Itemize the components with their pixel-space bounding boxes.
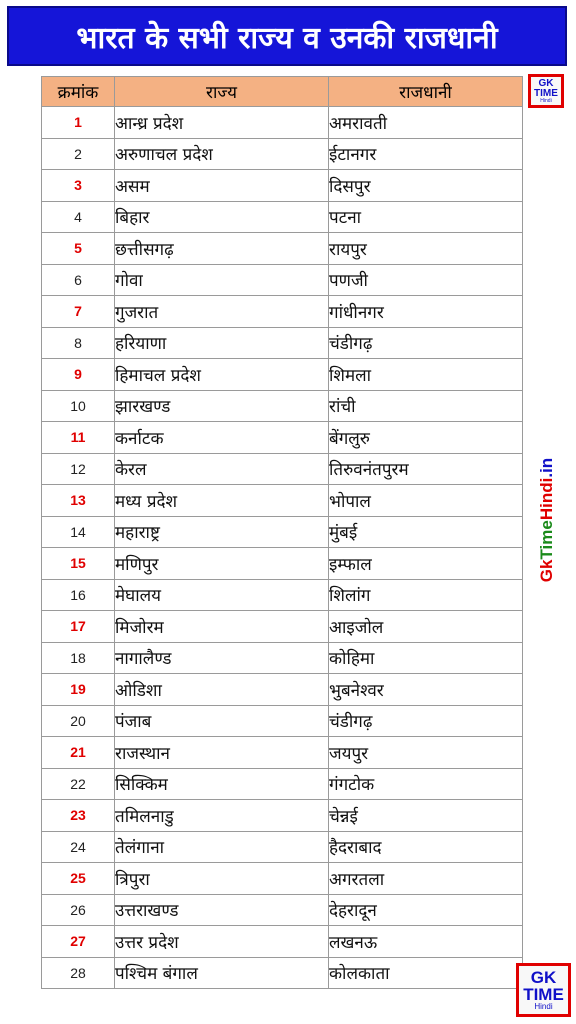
table-header-row xyxy=(42,77,523,107)
state-name-cell: सिक्किम xyxy=(115,768,329,800)
header-serial: क्रमांक xyxy=(42,77,115,107)
serial-number-cell: 17 xyxy=(42,611,115,643)
state-name-cell: हरियाणा xyxy=(115,327,329,359)
capital-name-cell: अमरावती xyxy=(329,107,523,139)
serial-number-cell: 15 xyxy=(42,548,115,580)
serial-number-cell: 16 xyxy=(42,579,115,611)
capital-name-cell: रायपुर xyxy=(329,233,523,265)
state-name-cell: पश्चिम बंगाल xyxy=(115,957,329,989)
table-row xyxy=(42,894,523,926)
capital-name-cell: रांची xyxy=(329,390,523,422)
table-row xyxy=(42,926,523,958)
logo-line-2: TIME xyxy=(523,985,564,1004)
watermark-time: Time xyxy=(537,520,556,560)
capital-name-cell: हैदराबाद xyxy=(329,831,523,863)
serial-number-cell: 10 xyxy=(42,390,115,422)
capital-name-cell: पणजी xyxy=(329,264,523,296)
state-name-cell: मणिपुर xyxy=(115,548,329,580)
capital-name-cell: चंडीगढ़ xyxy=(329,327,523,359)
table-row xyxy=(42,800,523,832)
header-state: राज्य xyxy=(115,77,329,107)
serial-number-cell: 21 xyxy=(42,737,115,769)
capital-name-cell: भोपाल xyxy=(329,485,523,517)
state-name-cell: असम xyxy=(115,170,329,202)
table-row xyxy=(42,359,523,391)
serial-number-cell: 20 xyxy=(42,705,115,737)
state-name-cell: गोवा xyxy=(115,264,329,296)
state-name-cell: छत्तीसगढ़ xyxy=(115,233,329,265)
state-name-cell: केरल xyxy=(115,453,329,485)
serial-number-cell: 14 xyxy=(42,516,115,548)
table-row xyxy=(42,611,523,643)
table-row xyxy=(42,548,523,580)
table-row xyxy=(42,138,523,170)
serial-number-cell: 18 xyxy=(42,642,115,674)
title-banner xyxy=(7,6,567,66)
table-row xyxy=(42,390,523,422)
capital-name-cell: अगरतला xyxy=(329,863,523,895)
state-name-cell: पंजाब xyxy=(115,705,329,737)
table-row xyxy=(42,957,523,989)
website-watermark xyxy=(537,458,557,582)
capital-name-cell: भुबनेश्वर xyxy=(329,674,523,706)
table-row xyxy=(42,705,523,737)
state-name-cell: त्रिपुरा xyxy=(115,863,329,895)
capital-name-cell: कोलकाता xyxy=(329,957,523,989)
capital-name-cell: पटना xyxy=(329,201,523,233)
capital-name-cell: आइजोल xyxy=(329,611,523,643)
state-name-cell: तेलंगाना xyxy=(115,831,329,863)
table-row xyxy=(42,737,523,769)
capital-name-cell: लखनऊ xyxy=(329,926,523,958)
serial-number-cell: 11 xyxy=(42,422,115,454)
gktime-logo-small xyxy=(528,74,564,108)
table-row xyxy=(42,296,523,328)
table-row xyxy=(42,453,523,485)
capital-name-cell: शिमला xyxy=(329,359,523,391)
capital-name-cell: इम्फाल xyxy=(329,548,523,580)
serial-number-cell: 23 xyxy=(42,800,115,832)
table-row xyxy=(42,642,523,674)
capital-name-cell: ईटानगर xyxy=(329,138,523,170)
header-capital: राजधानी xyxy=(329,77,523,107)
serial-number-cell: 5 xyxy=(42,233,115,265)
serial-number-cell: 13 xyxy=(42,485,115,517)
states-capitals-table xyxy=(41,76,523,989)
state-name-cell: उत्तर प्रदेश xyxy=(115,926,329,958)
serial-number-cell: 12 xyxy=(42,453,115,485)
state-name-cell: मिजोरम xyxy=(115,611,329,643)
capital-name-cell: गांधीनगर xyxy=(329,296,523,328)
table-row xyxy=(42,579,523,611)
table-row xyxy=(42,516,523,548)
state-name-cell: आन्ध्र प्रदेश xyxy=(115,107,329,139)
page-title: भारत के सभी राज्य व उनकी राजधानी xyxy=(76,20,498,56)
state-name-cell: तमिलनाडु xyxy=(115,800,329,832)
capital-name-cell: दिसपुर xyxy=(329,170,523,202)
state-name-cell: उत्तराखण्ड xyxy=(115,894,329,926)
state-name-cell: महाराष्ट्र xyxy=(115,516,329,548)
state-name-cell: नागालैण्ड xyxy=(115,642,329,674)
serial-number-cell: 4 xyxy=(42,201,115,233)
state-name-cell: अरुणाचल प्रदेश xyxy=(115,138,329,170)
table-row xyxy=(42,831,523,863)
gktime-logo-large xyxy=(516,963,571,1017)
serial-number-cell: 24 xyxy=(42,831,115,863)
serial-number-cell: 6 xyxy=(42,264,115,296)
table-row xyxy=(42,485,523,517)
serial-number-cell: 22 xyxy=(42,768,115,800)
table-row xyxy=(42,422,523,454)
capital-name-cell: तिरुवनंतपुरम xyxy=(329,453,523,485)
serial-number-cell: 1 xyxy=(42,107,115,139)
logo-line-3: Hindi xyxy=(540,97,552,104)
table-row xyxy=(42,264,523,296)
watermark-domain: .in xyxy=(537,457,556,478)
capital-name-cell: बेंगलुरु xyxy=(329,422,523,454)
table-row xyxy=(42,233,523,265)
capital-name-cell: गंगटोक xyxy=(329,768,523,800)
table-row xyxy=(42,863,523,895)
state-name-cell: बिहार xyxy=(115,201,329,233)
state-name-cell: कर्नाटक xyxy=(115,422,329,454)
state-name-cell: गुजरात xyxy=(115,296,329,328)
state-name-cell: मेघालय xyxy=(115,579,329,611)
serial-number-cell: 7 xyxy=(42,296,115,328)
logo-line-3: Hindi xyxy=(534,1002,553,1011)
watermark-hindi: Hindi xyxy=(537,477,556,521)
state-name-cell: झारखण्ड xyxy=(115,390,329,422)
serial-number-cell: 2 xyxy=(42,138,115,170)
logo-line-1: GK xyxy=(530,968,557,987)
serial-number-cell: 25 xyxy=(42,863,115,895)
state-name-cell: हिमाचल प्रदेश xyxy=(115,359,329,391)
capital-name-cell: देहरादून xyxy=(329,894,523,926)
logo-line-2: TIME xyxy=(534,87,558,99)
capital-name-cell: जयपुर xyxy=(329,737,523,769)
table-row xyxy=(42,170,523,202)
capital-name-cell: मुंबई xyxy=(329,516,523,548)
serial-number-cell: 9 xyxy=(42,359,115,391)
state-name-cell: मध्य प्रदेश xyxy=(115,485,329,517)
table-row xyxy=(42,327,523,359)
table-row xyxy=(42,768,523,800)
state-name-cell: राजस्थान xyxy=(115,737,329,769)
table-row xyxy=(42,674,523,706)
state-name-cell: ओडिशा xyxy=(115,674,329,706)
serial-number-cell: 28 xyxy=(42,957,115,989)
table-row xyxy=(42,107,523,139)
watermark-gk: Gk xyxy=(537,559,556,583)
capital-name-cell: चेन्नई xyxy=(329,800,523,832)
serial-number-cell: 19 xyxy=(42,674,115,706)
serial-number-cell: 8 xyxy=(42,327,115,359)
capital-name-cell: कोहिमा xyxy=(329,642,523,674)
serial-number-cell: 3 xyxy=(42,170,115,202)
capital-name-cell: चंडीगढ़ xyxy=(329,705,523,737)
capital-name-cell: शिलांग xyxy=(329,579,523,611)
serial-number-cell: 26 xyxy=(42,894,115,926)
serial-number-cell: 27 xyxy=(42,926,115,958)
table-row xyxy=(42,201,523,233)
logo-line-1: GK xyxy=(538,77,554,89)
